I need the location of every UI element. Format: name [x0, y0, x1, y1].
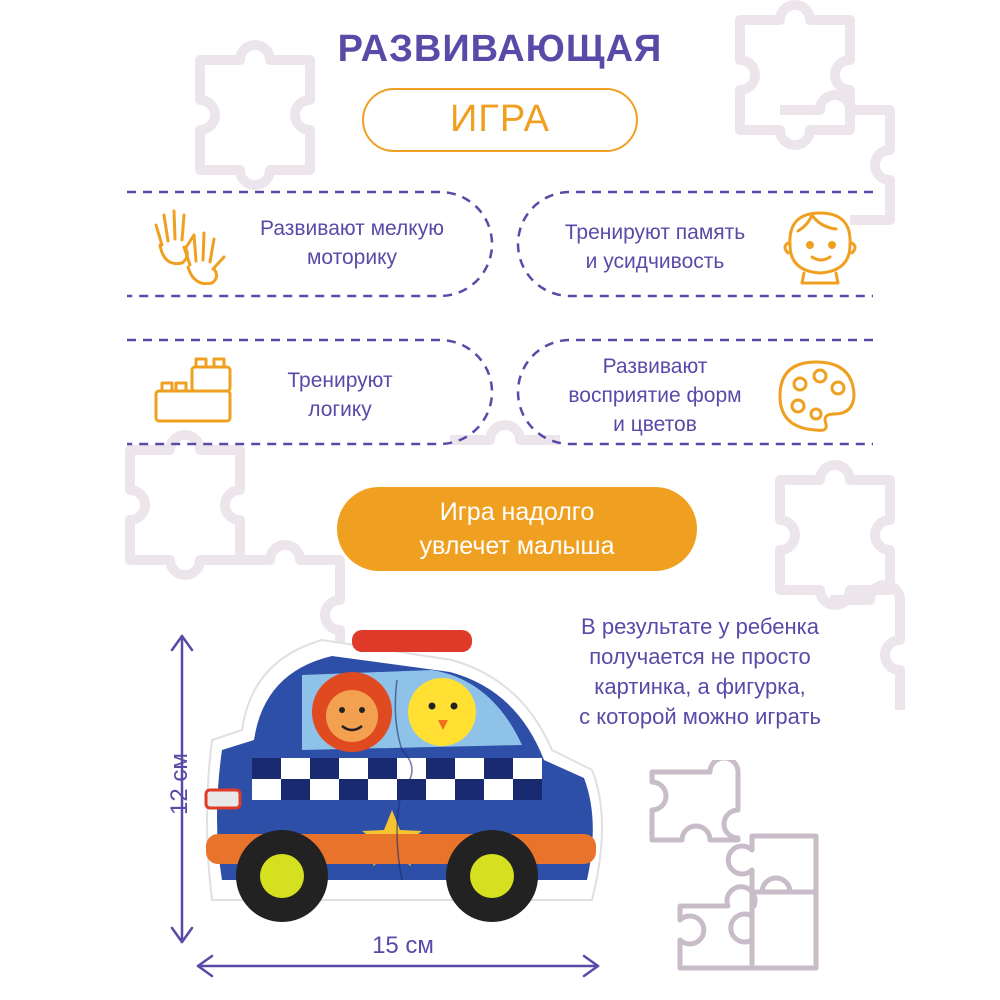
engagement-banner: Игра надолго увлечет малыша — [337, 487, 697, 571]
subtitle-pill: ИГРА — [362, 88, 638, 152]
feature-motor-skills: Развивают мелкую моторику — [260, 217, 444, 269]
feature-memory: Тренируют память и усидчивость — [564, 221, 746, 273]
feature-logic: Тренируют логику — [287, 369, 393, 421]
puzzle-pieces-decor — [640, 760, 840, 990]
result-description: В результате у ребенка получается не просто картинка, а фигурка, с которой можно играть — [579, 614, 821, 729]
police-car-puzzle-image — [192, 620, 612, 930]
width-label: 15 см — [372, 932, 434, 959]
page-title: РАЗВИВАЮЩАЯ — [337, 28, 663, 70]
feature-perception: Развивают восприятие форм и цветов — [568, 355, 742, 436]
height-label: 12 см — [166, 753, 193, 815]
